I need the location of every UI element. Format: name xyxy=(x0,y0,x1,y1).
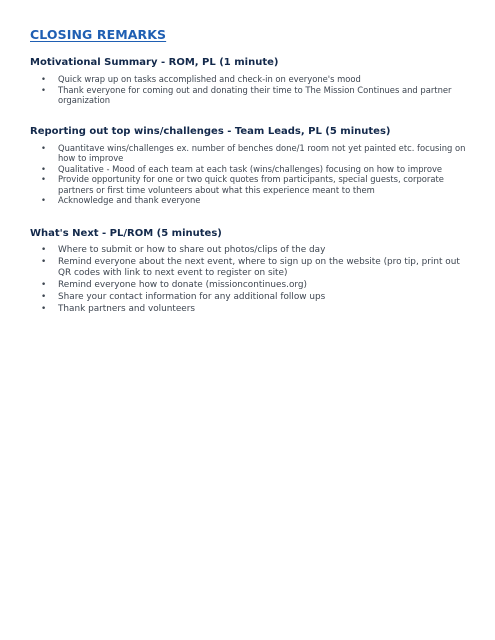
list-item-text: Remind everyone how to donate (missioncontinues.org) xyxy=(58,280,307,291)
list-item-text: Quick wrap up on tasks accomplished and check-in on everyone's mood xyxy=(58,74,361,84)
section-reporting-wins-challenges xyxy=(30,125,470,205)
list-item xyxy=(30,280,470,292)
list-item-text: Thank partners and volunteers xyxy=(58,303,196,314)
section-heading: Reporting out top wins/challenges - Team Leads, PL (5 minutes) xyxy=(30,126,391,137)
list-item xyxy=(30,74,470,85)
list-item xyxy=(30,195,470,205)
list-item xyxy=(30,85,470,106)
list-item xyxy=(30,143,470,164)
list-item-text: Provide opportunity for one or two quick quotes from participants, special guests, corporate partners or first time volunteers about what this experience meant to them xyxy=(58,174,444,195)
bullet-icon: • xyxy=(41,174,46,185)
list-item xyxy=(30,174,470,195)
bullet-list xyxy=(30,74,470,106)
section-heading: What's Next - PL/ROM (5 minutes) xyxy=(30,228,222,239)
list-item-text: Where to submit or how to share out photos/clips of the day xyxy=(58,245,326,255)
list-item xyxy=(30,164,470,174)
list-item-text: Qualitative - Mood of each team at each task (wins/challenges) focusing on how to improve xyxy=(58,163,443,174)
bullet-icon: • xyxy=(41,163,46,174)
bullet-icon: • xyxy=(41,143,46,153)
list-item xyxy=(30,257,470,280)
bullet-icon: • xyxy=(41,74,46,84)
bullet-icon: • xyxy=(41,291,47,302)
bullet-icon: • xyxy=(41,256,47,267)
bullet-icon: • xyxy=(41,245,47,255)
page-title: CLOSING REMARKS xyxy=(30,27,167,42)
section-heading: Motivational Summary - ROM, PL (1 minute) xyxy=(30,57,279,68)
list-item-text: Thank everyone for coming out and donating their time to The Mission Continues and partner organization xyxy=(58,84,452,106)
bullet-list xyxy=(30,245,470,315)
bullet-icon: • xyxy=(41,280,47,291)
bullet-icon: • xyxy=(41,303,47,314)
bullet-list xyxy=(30,143,470,205)
section-whats-next xyxy=(30,227,470,315)
list-item-text: Remind everyone about the next event, where to sign up on the website (pro tip, print out QR codes with link to next event to register on site) xyxy=(58,256,460,279)
list-item-text: Share your contact information for any additional follow ups xyxy=(58,291,326,302)
bullet-icon: • xyxy=(41,84,46,95)
list-item xyxy=(30,304,470,316)
list-item-text: Acknowledge and thank everyone xyxy=(58,195,201,206)
list-item xyxy=(30,245,470,257)
section-motivational-summary xyxy=(30,56,470,106)
list-item xyxy=(30,292,470,304)
bullet-icon: • xyxy=(41,195,46,206)
list-item-text: Quantitave wins/challenges ex. number of benches done/1 room not yet painted etc. focusing on how to improve xyxy=(58,143,466,164)
